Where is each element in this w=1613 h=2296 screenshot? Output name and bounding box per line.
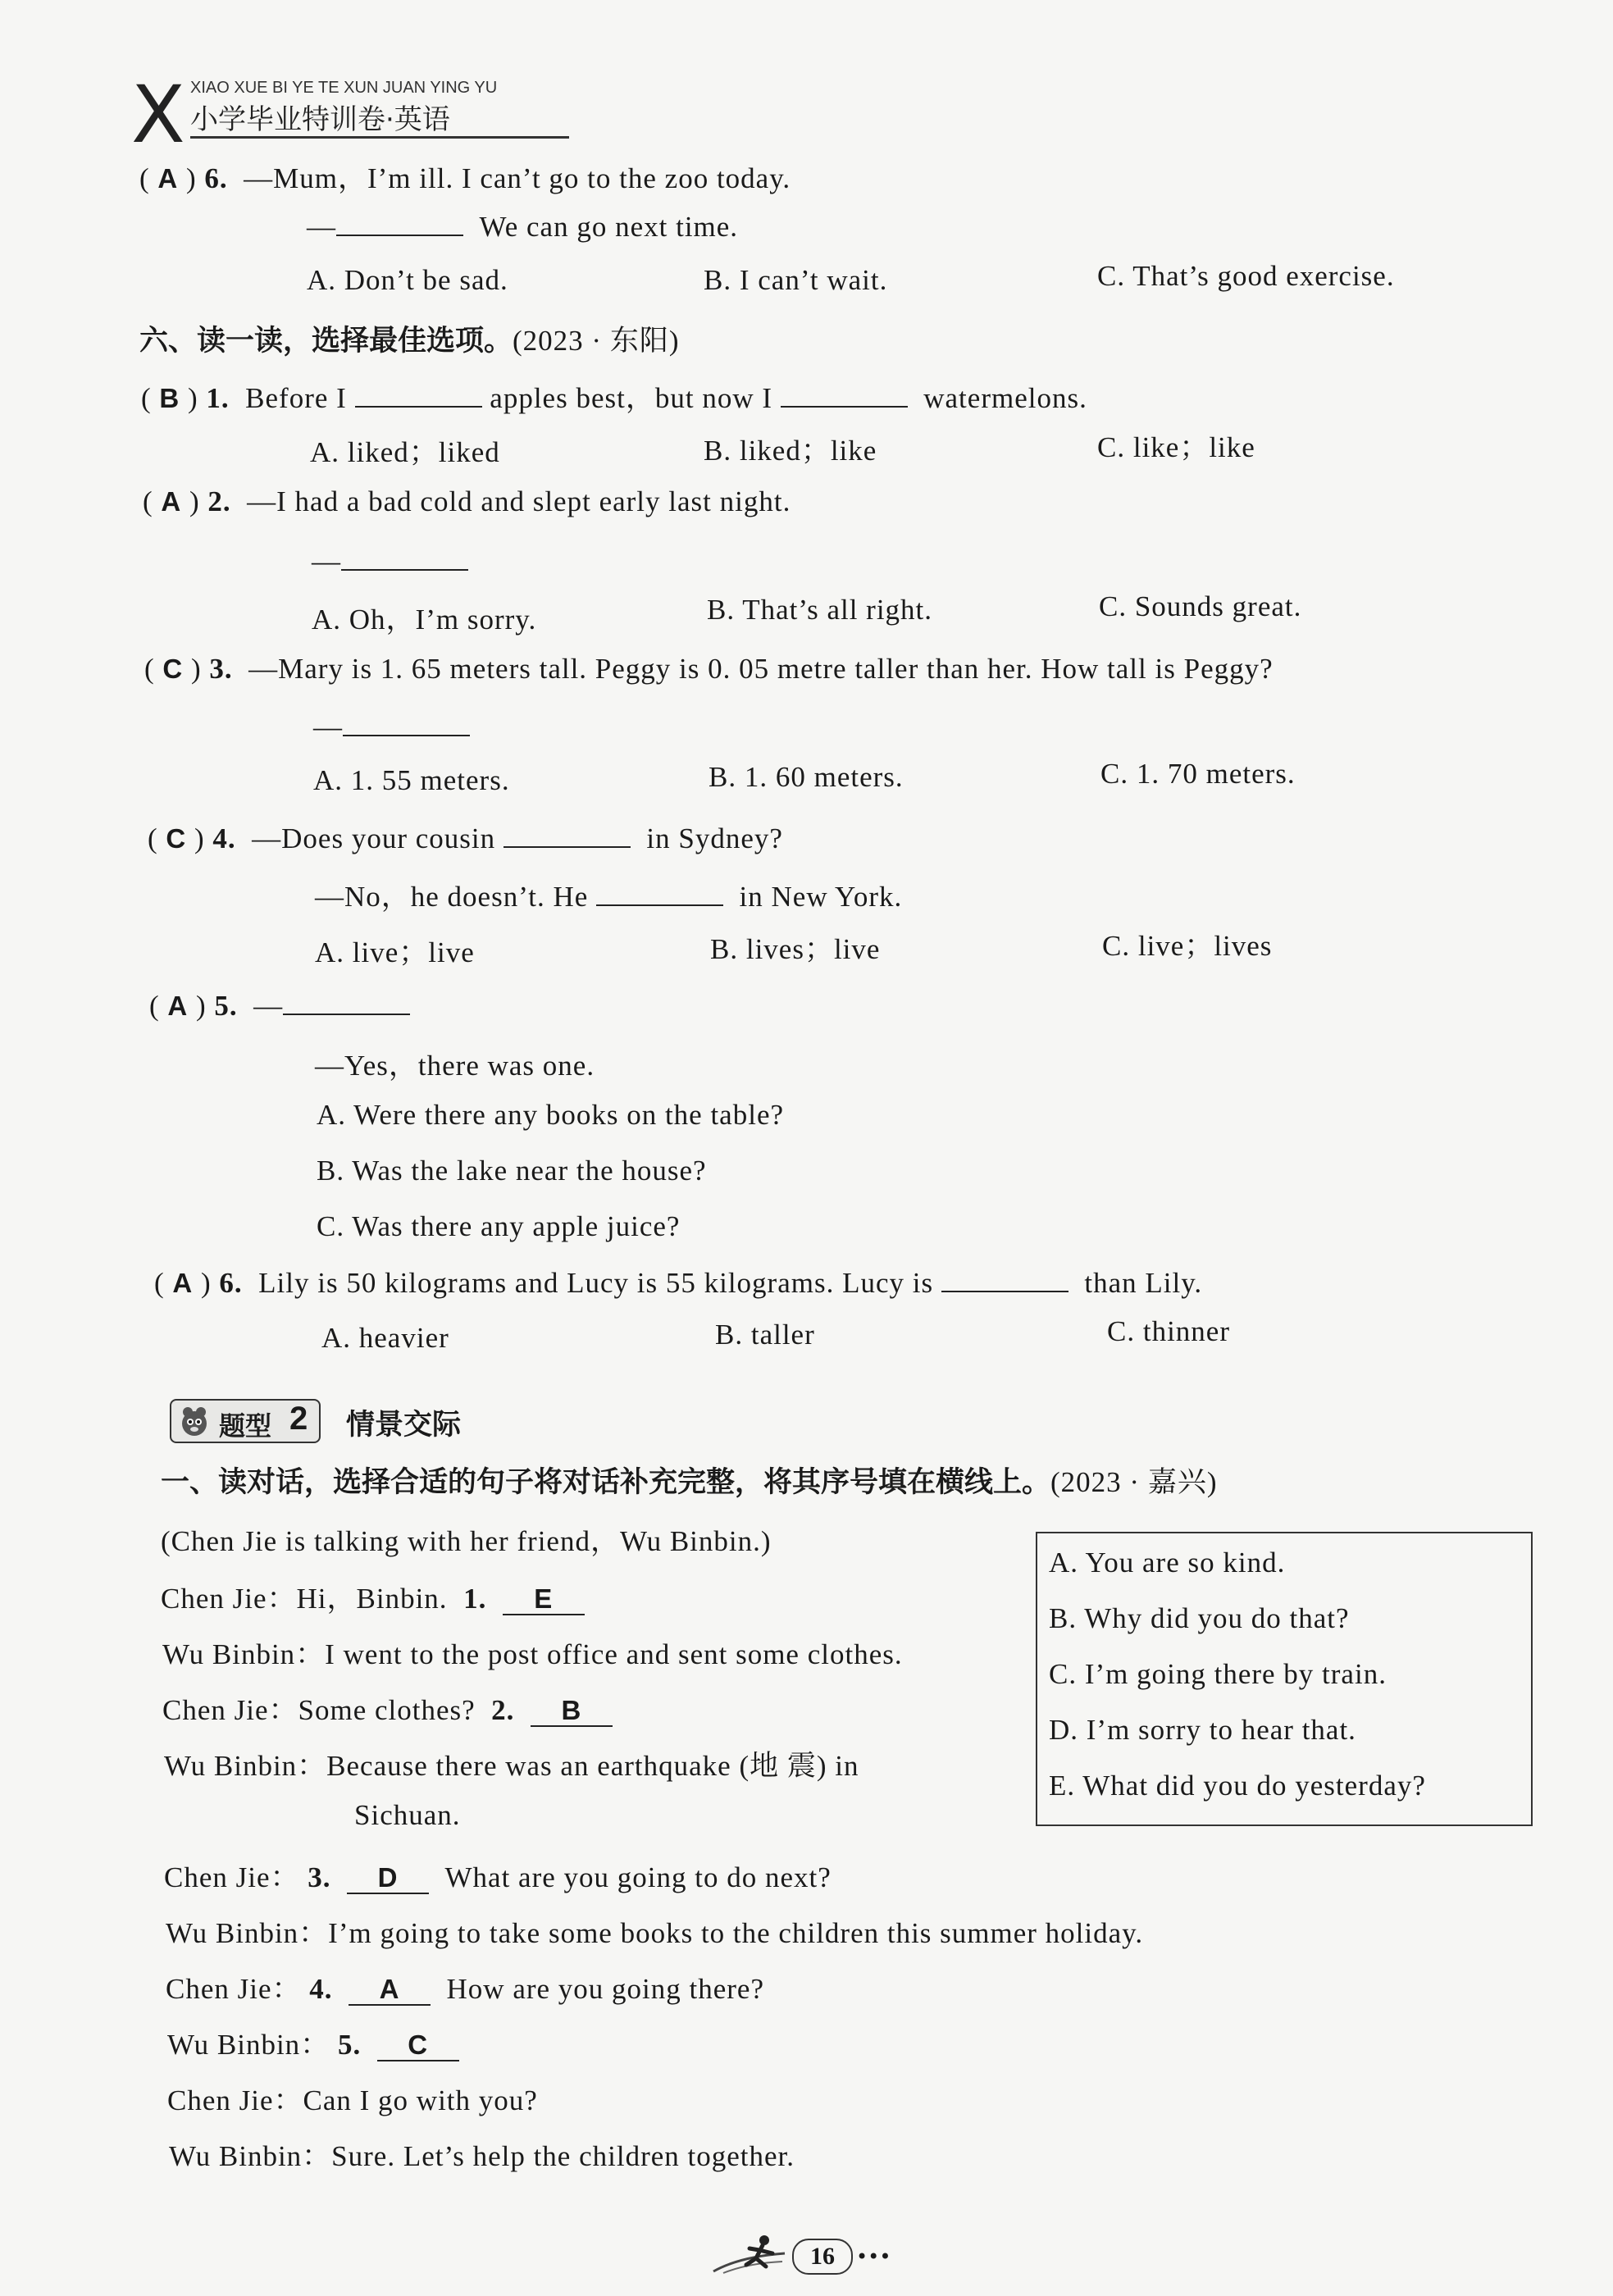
section-source: (2023 · 嘉兴) — [1050, 1466, 1218, 1498]
answer: A — [157, 163, 179, 194]
option-b: B. I can’t wait. — [704, 264, 888, 296]
option-c: C. 1. 70 meters. — [1100, 758, 1296, 790]
question-text: watermelons. — [923, 382, 1087, 414]
option-c: C. live；lives — [1102, 930, 1273, 962]
option-c: C. Was there any apple juice? — [317, 1210, 681, 1242]
question-number: 6. — [204, 162, 228, 194]
option-a: A. live；live — [315, 936, 475, 968]
option-b: B. That’s all right. — [707, 594, 933, 626]
question-text: —I had a bad cold and slept early last night. — [247, 485, 791, 517]
answer-blank — [596, 880, 723, 906]
dialog-text: Wu Binbin： — [167, 2029, 330, 2061]
question-text: —Mum，I’m ill. I can’t go to the zoo today. — [244, 162, 791, 194]
answer-blank — [343, 710, 470, 736]
dash: — — [312, 545, 341, 577]
badge-number: 2 — [289, 1401, 308, 1437]
question-text: We can go next time. — [479, 211, 739, 243]
header-pinyin: XIAO XUE BI YE TE XUN JUAN YING YU — [190, 79, 498, 97]
answer: A — [172, 1268, 194, 1298]
answer: C — [162, 654, 184, 684]
dialog-text: Chen Jie：Hi，Binbin. — [161, 1583, 448, 1615]
question-top-6: ( A ) 6. —Mum，I’m ill. I can’t go to the zoo today. — [139, 162, 791, 194]
option-b: B. liked；like — [704, 435, 877, 467]
dialog-option-e: E. What did you do yesterday? — [1049, 1770, 1426, 1802]
question-2: ( A ) 2. —I had a bad cold and slept early last night. — [143, 485, 791, 517]
question-text: than Lily. — [1084, 1267, 1203, 1299]
answer-blank — [341, 544, 468, 571]
blank-answer: C — [377, 2030, 459, 2061]
dialog-option-b: B. Why did you do that? — [1049, 1602, 1350, 1634]
option-b: B. 1. 60 meters. — [709, 761, 904, 793]
dialog-text: Chen Jie： — [166, 1973, 302, 2005]
question-5: ( A ) 5. — — [149, 989, 410, 1023]
answer-blank — [355, 381, 482, 408]
badge-label: 题型 — [219, 1410, 272, 1442]
question-3-response — [313, 710, 470, 744]
question-5-line2: —Yes，there was one. — [315, 1050, 595, 1082]
blank-number: 1. — [463, 1583, 487, 1615]
option-a: A. Were there any books on the table? — [317, 1099, 785, 1131]
answer: B — [159, 383, 180, 413]
page-number: 16 — [792, 2239, 853, 2275]
section-source: (2023 · 东阳) — [513, 325, 680, 357]
dash: — — [313, 711, 343, 743]
header-title: 小学毕业特训卷·英语 — [190, 103, 450, 136]
dialog-line-2: Wu Binbin：I went to the post office and sent some clothes. — [162, 1638, 903, 1670]
question-text: —Mary is 1. 65 meters tall. Peggy is 0. 05 metre taller than her. How tall is Peggy? — [248, 653, 1274, 685]
option-a: A. Oh，I’m sorry. — [312, 604, 537, 636]
dialog-options-box — [1036, 1532, 1533, 1826]
dialog-text: Chen Jie： — [164, 1861, 300, 1893]
dialog-line-10: Wu Binbin：Sure. Let’s help the children together. — [169, 2140, 795, 2172]
runner-icon — [707, 2232, 789, 2278]
question-1: ( B ) 1. Before I apples best，but now I watermelons. — [141, 382, 1087, 414]
question-4-line2 — [315, 874, 902, 915]
dialog-line-5 — [164, 1855, 832, 1896]
dialog-option-d: D. I’m sorry to hear that. — [1049, 1714, 1356, 1746]
option-c: C. like；like — [1097, 431, 1255, 463]
mascot-icon — [176, 1404, 212, 1438]
question-text: apples best，but now I — [490, 382, 772, 414]
dialog-line-4: Wu Binbin：Because there was an earthquake (地 震) in — [164, 1750, 859, 1782]
blank-number: 2. — [491, 1694, 515, 1726]
type2-title: 情景交际 — [346, 1409, 462, 1442]
dialog-text: What are you going to do next? — [444, 1861, 832, 1893]
option-c: C. thinner — [1107, 1315, 1230, 1347]
question-text: Before I — [245, 382, 347, 414]
question-number: 1. — [206, 382, 230, 414]
blank-answer: A — [349, 1975, 431, 2006]
option-a: A. 1. 55 meters. — [313, 764, 510, 796]
answer-blank — [336, 210, 463, 236]
dash: — — [253, 990, 284, 1022]
answer-blank — [781, 381, 908, 408]
dialog-option-a: A. You are so kind. — [1049, 1547, 1286, 1578]
dialog-text: How are you going there? — [446, 1973, 764, 2005]
question-number: 6. — [219, 1267, 243, 1299]
question-text: Lily is 50 kilograms and Lucy is 55 kilograms. Lucy is — [258, 1267, 934, 1299]
answer: C — [166, 823, 187, 854]
question-number: 2. — [207, 485, 231, 517]
question-text: in Sydney? — [646, 822, 783, 854]
dialog-line-6: Wu Binbin：I’m going to take some books to the children this summer holiday. — [166, 1917, 1144, 1949]
dialog-line-4b: Sichuan. — [354, 1799, 461, 1831]
question-text: in New York. — [739, 881, 903, 913]
header-letter: X — [131, 69, 185, 161]
option-a: A. liked；liked — [310, 436, 500, 468]
question-text: —Does your cousin — [252, 822, 496, 854]
option-a: A. Don’t be sad. — [307, 264, 508, 296]
question-number: 5. — [214, 990, 238, 1022]
question-2-response — [312, 544, 468, 578]
question-4: ( C ) 4. —Does your cousin in Sydney? — [148, 822, 783, 854]
dialog-section-title — [161, 1460, 1217, 1501]
page-dots: ••• — [856, 2245, 891, 2268]
question-6: ( A ) 6. Lily is 50 kilograms and Lucy is 55 kilograms. Lucy is than Lily. — [154, 1267, 1203, 1299]
question-number: 4. — [212, 822, 236, 854]
answer-blank — [503, 822, 631, 848]
dialog-line-8 — [167, 2022, 459, 2063]
answer: A — [167, 991, 189, 1021]
option-c: C. Sounds great. — [1099, 590, 1302, 622]
question-number: 3. — [209, 653, 233, 685]
question-top-6-line2 — [307, 210, 738, 244]
blank-answer: B — [531, 1696, 613, 1727]
dialog-text: Chen Jie：Some clothes? — [162, 1694, 476, 1726]
answer-blank — [283, 989, 410, 1015]
blank-number: 5. — [337, 2029, 362, 2061]
section-heading: 一、读对话，选择合适的句子将对话补充完整，将其序号填在横线上。 — [161, 1466, 1051, 1499]
blank-number: 3. — [308, 1861, 331, 1893]
dialog-line-9: Chen Jie：Can I go with you? — [167, 2084, 538, 2116]
dialog-line-7 — [166, 1966, 764, 2007]
option-b: B. taller — [715, 1319, 815, 1351]
dialog-line-3 — [162, 1688, 613, 1729]
option-b: B. lives；live — [710, 933, 881, 965]
section6-title — [139, 318, 679, 359]
option-b: B. Was the lake near the house? — [317, 1155, 707, 1187]
option-c: C. That’s good exercise. — [1097, 260, 1395, 292]
question-3: ( C ) 3. —Mary is 1. 65 meters tall. Peggy is 0. 05 metre taller than her. How tall is Peggy? — [144, 653, 1274, 685]
dialog-intro: (Chen Jie is talking with her friend，Wu Binbin.) — [161, 1525, 772, 1557]
header-rule — [190, 136, 569, 139]
answer: A — [161, 486, 182, 517]
section-heading: 六、读一读，选择最佳选项。 — [139, 325, 513, 358]
answer-blank — [941, 1266, 1068, 1292]
blank-answer: E — [503, 1584, 585, 1615]
option-a: A. heavier — [321, 1322, 449, 1354]
type2-badge — [170, 1399, 321, 1443]
dialog-option-c: C. I’m going there by train. — [1049, 1658, 1387, 1690]
dialog-line-1 — [161, 1576, 585, 1617]
question-text: —No，he doesn’t. He — [315, 881, 589, 913]
dash: — — [307, 211, 336, 243]
blank-number: 4. — [309, 1973, 333, 2005]
blank-answer: D — [347, 1863, 429, 1894]
